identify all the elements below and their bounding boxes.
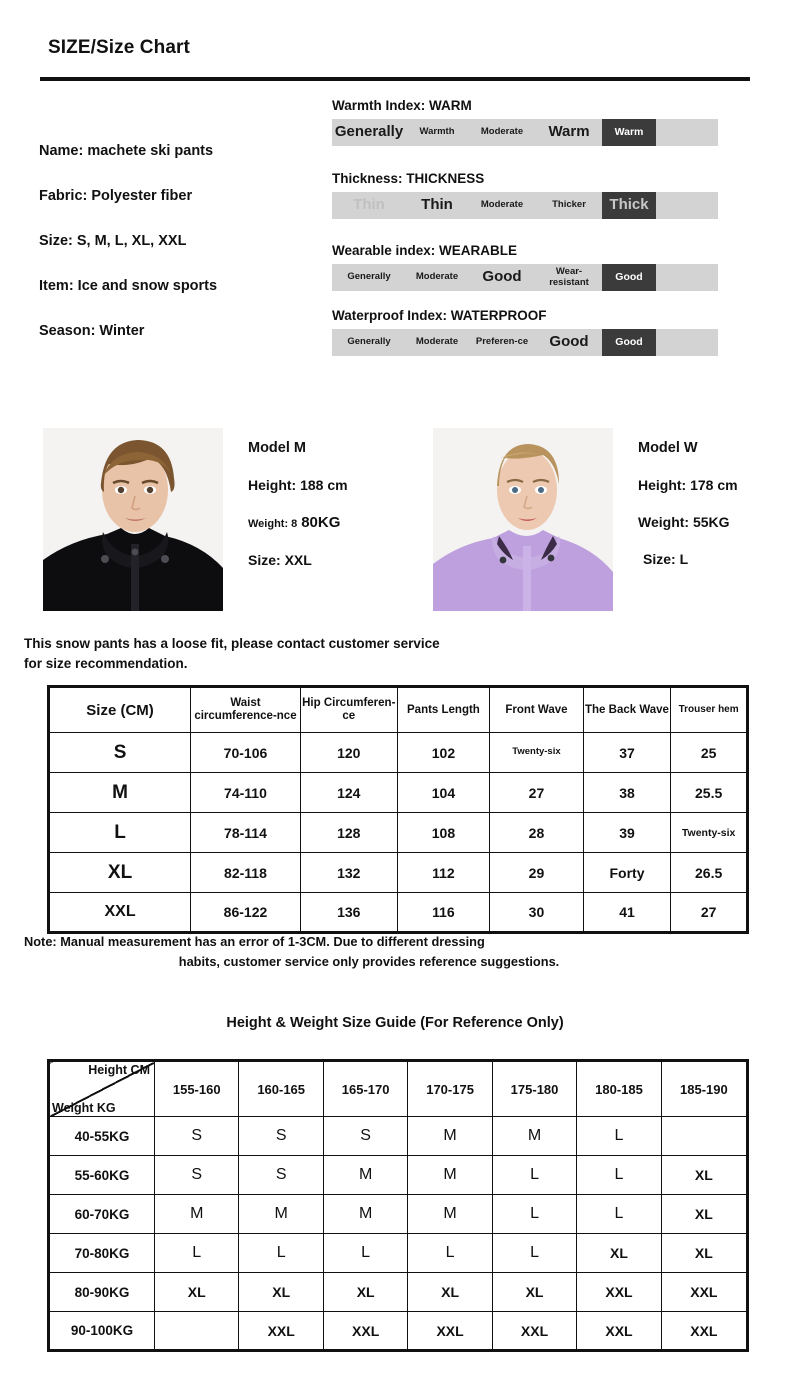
- wearable-level-selected: Good: [602, 264, 656, 291]
- thickness-index-block: [332, 171, 718, 219]
- hw-cell: S: [155, 1117, 239, 1156]
- cell-hip: 120: [300, 733, 397, 773]
- hw-cell: XL: [577, 1234, 661, 1273]
- cell-back-wave: 41: [583, 893, 671, 933]
- table-row: [49, 1312, 748, 1351]
- col-header-trouser-hem: Trouser hem: [671, 687, 748, 733]
- male-model-illustration: [43, 428, 223, 611]
- hw-cell: L: [577, 1156, 661, 1195]
- cell-size: XXL: [49, 893, 191, 933]
- spec-item-season: Season: Winter: [39, 323, 145, 339]
- hw-col-header-155-160: 155-160: [155, 1061, 239, 1117]
- col-header-hip: Hip Circumferen-ce: [300, 687, 397, 733]
- table-row: [49, 853, 748, 893]
- cell-hem: 25.5: [671, 773, 748, 813]
- table-row: [49, 1273, 748, 1312]
- spec-item-fabric: Fabric: Polyester fiber: [39, 188, 193, 204]
- warmth-level-warmth: Warmth: [419, 126, 455, 138]
- hw-corner-height-label: Height CM: [88, 1063, 150, 1077]
- cell-waist: 78-114: [191, 813, 301, 853]
- hw-cell: XL: [155, 1273, 239, 1312]
- hw-row-header: 70-80KG: [49, 1234, 155, 1273]
- hw-cell: M: [492, 1117, 576, 1156]
- model-m-weight-prefix: Weight: 8: [248, 518, 298, 530]
- hw-cell: XXL: [492, 1312, 576, 1351]
- hw-cell: S: [155, 1156, 239, 1195]
- hw-cell: [155, 1312, 239, 1351]
- hw-cell: XL: [239, 1273, 323, 1312]
- cell-waist: 82-118: [191, 853, 301, 893]
- cell-hem: 26.5: [671, 853, 748, 893]
- thickness-level-thicker: Thicker: [552, 199, 586, 211]
- warmth-level-empty: [656, 119, 718, 146]
- wearable-level-empty: [656, 264, 718, 291]
- hw-col-header-165-170: 165-170: [323, 1061, 407, 1117]
- hw-cell: M: [155, 1195, 239, 1234]
- cell-back-wave: Forty: [583, 853, 671, 893]
- waterproof-index-bar: [332, 329, 718, 356]
- cell-front-wave: 27: [490, 773, 584, 813]
- waterproof-index-block: [332, 308, 718, 356]
- waterproof-level-empty: [656, 329, 718, 356]
- cell-length: 104: [397, 773, 490, 813]
- hw-header-row: [49, 1061, 748, 1117]
- model-m-weight-value: 80KG: [301, 514, 341, 531]
- hw-cell: S: [323, 1117, 407, 1156]
- waterproof-level-good: Good: [549, 333, 589, 351]
- measurement-note-line2: habits, customer service only provides reference suggestions.: [178, 954, 560, 969]
- cell-waist: 74-110: [191, 773, 301, 813]
- hw-cell: XXL: [661, 1273, 747, 1312]
- cell-front-wave: 30: [490, 893, 584, 933]
- hw-cell: M: [408, 1117, 492, 1156]
- wearable-level-wear-resistant: Wear-resistant: [549, 266, 589, 288]
- cell-back-wave: 37: [583, 733, 671, 773]
- cell-length: 116: [397, 893, 490, 933]
- cell-back-wave: 39: [583, 813, 671, 853]
- hw-col-header-175-180: 175-180: [492, 1061, 576, 1117]
- model-w-info: [638, 440, 738, 588]
- page-title: SIZE/Size Chart: [48, 37, 190, 58]
- table-row: [49, 1195, 748, 1234]
- size-table-body: [49, 733, 748, 933]
- hw-row-header: 40-55KG: [49, 1117, 155, 1156]
- spec-item-item: Item: Ice and snow sports: [39, 278, 218, 294]
- hw-cell: L: [239, 1234, 323, 1273]
- cell-size: S: [49, 733, 191, 773]
- hw-cell: XL: [492, 1273, 576, 1312]
- hw-cell: M: [408, 1195, 492, 1234]
- female-model-illustration: [433, 428, 613, 611]
- thickness-level-empty: [656, 192, 718, 219]
- hw-cell: L: [492, 1234, 576, 1273]
- cell-hip: 132: [300, 853, 397, 893]
- hw-corner-weight-label: Weight KG: [52, 1101, 116, 1115]
- cell-hem: 25: [671, 733, 748, 773]
- col-header-pants-length: Pants Length: [397, 687, 490, 733]
- measurement-note: [24, 932, 674, 972]
- warmth-index-title: Warmth Index: WARM: [332, 98, 472, 113]
- hw-col-header-170-175: 170-175: [408, 1061, 492, 1117]
- size-table-head: [49, 687, 748, 733]
- cell-length: 108: [397, 813, 490, 853]
- cell-size: L: [49, 813, 191, 853]
- thickness-level-thin: Thin: [421, 196, 453, 214]
- hw-cell: XL: [661, 1156, 747, 1195]
- cell-size: XL: [49, 853, 191, 893]
- product-spec-list: [39, 140, 339, 365]
- size-table-header-row: [49, 687, 748, 733]
- model-m-photo: [43, 428, 223, 611]
- waterproof-level-selected: Good: [602, 329, 656, 356]
- model-w-height: Height: 178 cm: [638, 477, 738, 493]
- hw-cell: L: [323, 1234, 407, 1273]
- wearable-index-block: [332, 243, 718, 291]
- hw-cell: XL: [661, 1195, 747, 1234]
- table-row: [49, 733, 748, 773]
- hw-cell: XXL: [323, 1312, 407, 1351]
- cell-back-wave: 38: [583, 773, 671, 813]
- hw-corner-cell: [49, 1061, 155, 1117]
- wearable-level-generally: Generally: [347, 271, 391, 283]
- hw-cell: M: [239, 1195, 323, 1234]
- spec-item-name: Name: machete ski pants: [39, 143, 214, 159]
- warmth-level-selected: Warm: [602, 119, 656, 146]
- cell-length: 112: [397, 853, 490, 893]
- measurement-note-line1: Note: Manual measurement has an error of 1-3CM. Due to different dressing: [24, 934, 485, 949]
- table-row: [49, 1234, 748, 1273]
- model-w-size: Size: L: [643, 551, 689, 567]
- size-measurement-table: [47, 685, 749, 934]
- hw-cell: L: [492, 1195, 576, 1234]
- hw-cell: XL: [323, 1273, 407, 1312]
- hw-cell: M: [323, 1156, 407, 1195]
- warmth-index-block: [332, 98, 718, 146]
- hw-cell: XXL: [408, 1312, 492, 1351]
- hw-cell: L: [577, 1117, 661, 1156]
- table-row: [49, 773, 748, 813]
- hw-col-header-185-190: 185-190: [661, 1061, 747, 1117]
- model-m-info: [248, 440, 348, 589]
- thickness-index-bar: [332, 192, 718, 219]
- height-weight-guide-table: [47, 1059, 749, 1352]
- cell-hip: 136: [300, 893, 397, 933]
- hw-col-header-160-165: 160-165: [239, 1061, 323, 1117]
- model-m-name: Model M: [248, 440, 306, 456]
- table-row: [49, 813, 748, 853]
- col-header-back-wave: The Back Wave: [583, 687, 671, 733]
- hw-table-body: [49, 1117, 748, 1351]
- cell-hip: 128: [300, 813, 397, 853]
- fit-note: This snow pants has a loose fit, please contact customer service for size recommendation.: [24, 636, 440, 671]
- title-divider: [40, 77, 750, 81]
- thickness-level-selected: Thick: [602, 192, 656, 219]
- hw-cell: L: [408, 1234, 492, 1273]
- hw-cell: XXL: [239, 1312, 323, 1351]
- hw-col-header-180-185: 180-185: [577, 1061, 661, 1117]
- model-m-weight: [248, 514, 348, 531]
- warmth-level-generally: Generally: [334, 123, 404, 141]
- cell-size: M: [49, 773, 191, 813]
- hw-cell: S: [239, 1117, 323, 1156]
- wearable-index-bar: [332, 264, 718, 291]
- warmth-level-warm: Warm: [548, 123, 590, 141]
- warmth-index-bar: [332, 119, 718, 146]
- hw-cell: XXL: [577, 1273, 661, 1312]
- col-header-size: Size (CM): [49, 687, 191, 733]
- hw-row-header: 90-100KG: [49, 1312, 155, 1351]
- hw-cell: XL: [661, 1234, 747, 1273]
- cell-hem: Twenty-six: [671, 813, 748, 853]
- thickness-index-title: Thickness: THICKNESS: [332, 171, 485, 186]
- cell-waist: 86-122: [191, 893, 301, 933]
- cell-length: 102: [397, 733, 490, 773]
- wearable-index-title: Wearable index: WEARABLE: [332, 243, 518, 258]
- warmth-level-moderate: Moderate: [480, 126, 524, 138]
- cell-hem: 27: [671, 893, 748, 933]
- table-row: [49, 1156, 748, 1195]
- thickness-level-moderate: Moderate: [480, 199, 524, 211]
- hw-cell: XL: [408, 1273, 492, 1312]
- hw-row-header: 55-60KG: [49, 1156, 155, 1195]
- wearable-level-moderate: Moderate: [415, 271, 459, 283]
- hw-cell: M: [323, 1195, 407, 1234]
- hw-row-header: 60-70KG: [49, 1195, 155, 1234]
- table-row: [49, 893, 748, 933]
- waterproof-level-generally: Generally: [347, 336, 391, 348]
- hw-cell: L: [577, 1195, 661, 1234]
- hw-cell: S: [239, 1156, 323, 1195]
- cell-front-wave: 29: [490, 853, 584, 893]
- hw-guide-title: Height & Weight Size Guide (For Reference Only): [226, 1015, 564, 1031]
- model-w-name: Model W: [638, 440, 698, 456]
- hw-table-head: [49, 1061, 748, 1117]
- model-w-photo: [433, 428, 613, 611]
- waterproof-level-preference: Preferen-ce: [475, 336, 529, 348]
- hw-row-header: 80-90KG: [49, 1273, 155, 1312]
- model-m-height: Height: 188 cm: [248, 477, 348, 493]
- wearable-level-good: Good: [482, 268, 522, 286]
- hw-cell: XXL: [661, 1312, 747, 1351]
- hw-cell: L: [492, 1156, 576, 1195]
- spec-item-size: Size: S, M, L, XL, XXL: [39, 233, 187, 249]
- cell-front-wave: Twenty-six: [490, 733, 584, 773]
- model-w-weight: Weight: 55KG: [638, 514, 730, 530]
- hw-cell: [661, 1117, 747, 1156]
- col-header-waist: Waist circumference-nce: [191, 687, 301, 733]
- waterproof-index-title: Waterproof Index: WATERPROOF: [332, 308, 547, 323]
- waterproof-level-moderate: Moderate: [415, 336, 459, 348]
- cell-waist: 70-106: [191, 733, 301, 773]
- hw-cell: L: [155, 1234, 239, 1273]
- table-row: [49, 1117, 748, 1156]
- cell-front-wave: 28: [490, 813, 584, 853]
- cell-hip: 124: [300, 773, 397, 813]
- model-m-size: Size: XXL: [248, 552, 312, 568]
- hw-cell: M: [408, 1156, 492, 1195]
- col-header-front-wave: Front Wave: [490, 687, 584, 733]
- thickness-level-thin-muted: Thin: [353, 196, 385, 214]
- hw-cell: XXL: [577, 1312, 661, 1351]
